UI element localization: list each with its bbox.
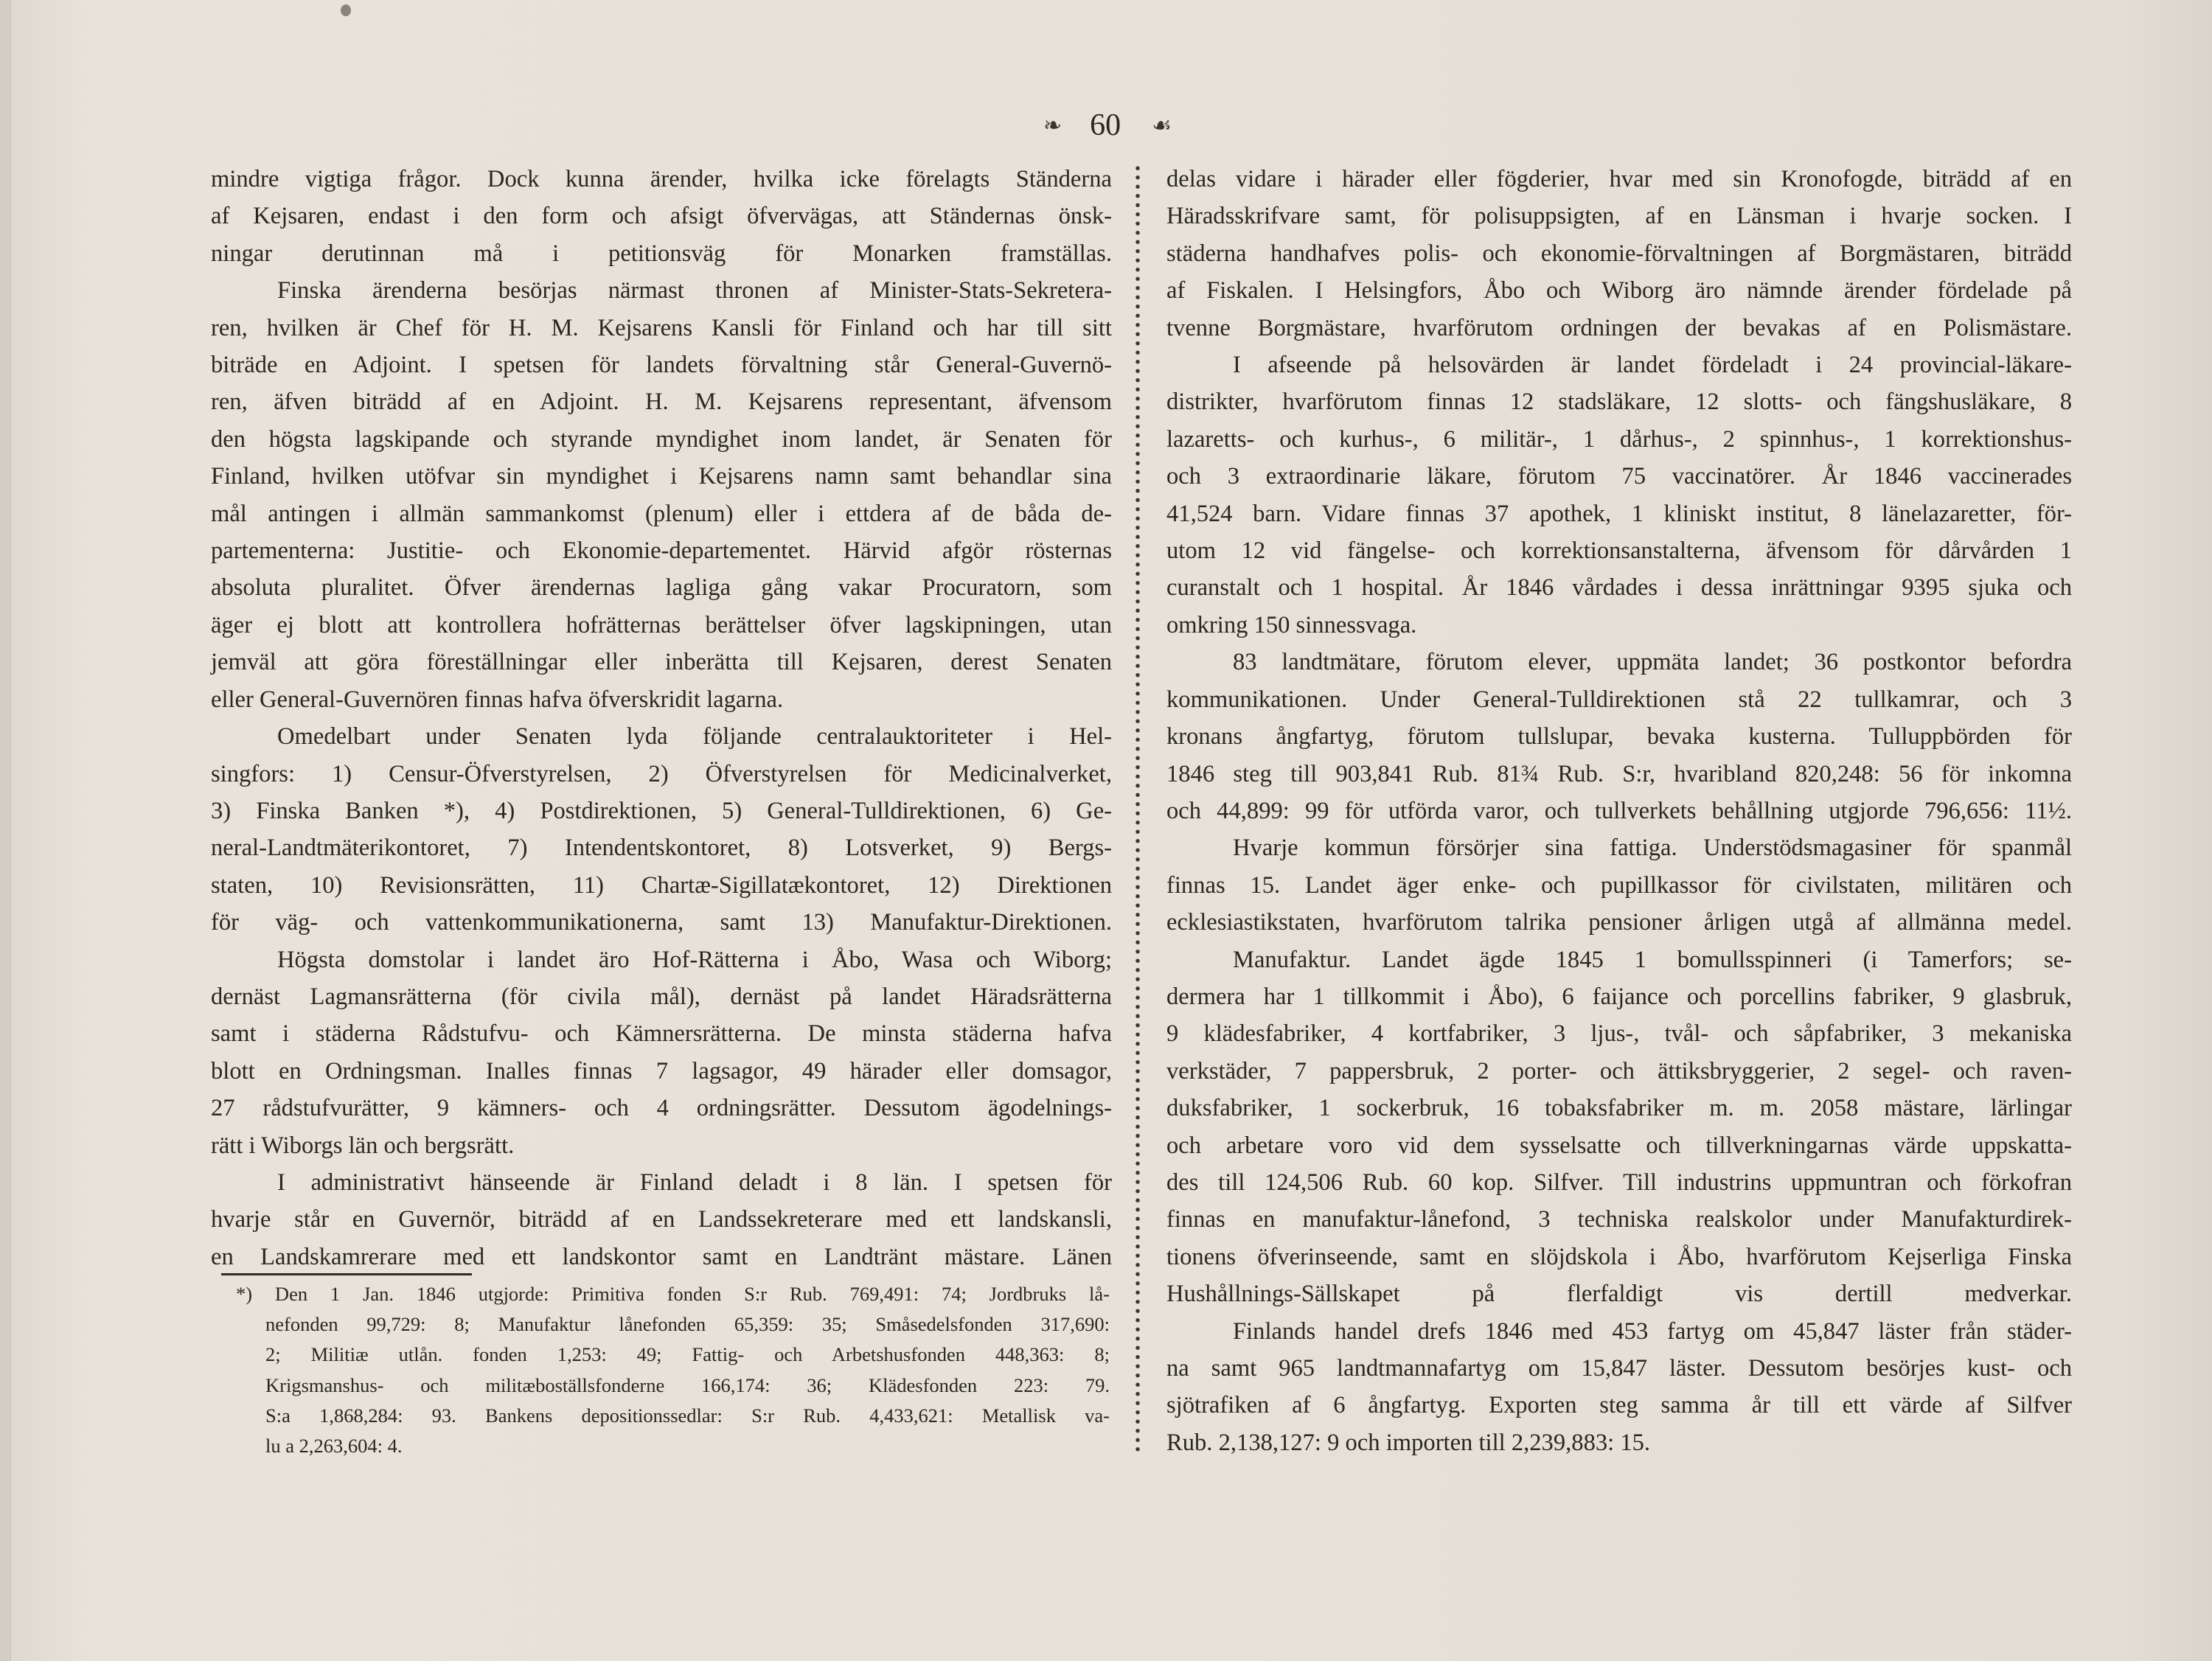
text-line: I administrativt hänseende är Finland deladt i 8 län. I spetsen för xyxy=(277,1169,1112,1196)
text-line: mål antingen i allmän sammankomst (plenum) eller i ettdera af de båda de- xyxy=(211,500,1112,527)
paragraph xyxy=(1166,161,2072,347)
footnotes xyxy=(236,1279,1110,1461)
text-line: finnas en manufaktur-lånefond, 3 techniska realskolor under Manufakturdirek- xyxy=(1166,1206,2072,1233)
text-line: tvenne Borgmästare, hvarförutom ordningen der bevakas af en Polismästare. xyxy=(1166,314,2072,341)
text-line: ren, hvilken är Chef för H. M. Kejsarens Kansli för Finland och har till sitt xyxy=(211,314,1112,341)
paragraph xyxy=(211,718,1112,941)
text-line: och arbetare voro vid dem sysselsatte och tillverkningarnas värde uppskatta- xyxy=(1166,1132,2072,1159)
paragraph xyxy=(1166,1313,2072,1462)
text-line: för väg- och vattenkommunikationerna, samt 13) Manufaktur-Direktionen. xyxy=(211,909,1112,936)
text-line: Omedelbart under Senaten lyda följande centralauktoriteter i Hel- xyxy=(277,723,1112,751)
text-line: omkring 150 sinnessvaga. xyxy=(1166,611,1417,638)
right-text-column xyxy=(1166,161,2072,1461)
paragraph xyxy=(1166,829,2072,941)
footnote-rule xyxy=(221,1273,472,1275)
text-line: och 44,899: 99 för utförda varor, och tullverkets behållning utgjorde 796,656: 11½. xyxy=(1166,797,2072,824)
paragraph xyxy=(1166,941,2072,1313)
text-line: dernäst Lagmansrätterna (för civila mål), dernäst på landet Häradsrätterna xyxy=(211,983,1112,1010)
text-line: Högsta domstolar i landet äro Hof-Rätterna i Åbo, Wasa och Wiborg; xyxy=(277,946,1112,973)
text-line: rätt i Wiborgs län och bergsrätt. xyxy=(211,1132,515,1159)
text-line: singfors: 1) Censur-Öfverstyrelsen, 2) Öfverstyrelsen för Medicinalverket, xyxy=(211,760,1112,787)
text-line: 9 klädesfabriker, 4 kortfabriker, 3 ljus-, tvål- och såpfabriker, 3 mekaniska xyxy=(1166,1020,2072,1048)
text-line: 83 landtmätare, förutom elever, uppmäta landet; 36 postkontor befordra xyxy=(1233,649,2072,676)
footnote xyxy=(236,1279,1110,1461)
ornament-left-icon: ❧ xyxy=(1043,113,1060,138)
text-line: curanstalt och 1 hospital. År 1846 vårdades i dessa inrättningar 9395 sjuka och xyxy=(1166,574,2072,602)
text-line: en Landskamrerare med ett landskontor samt en Landtränt mästare. Länen xyxy=(211,1243,1112,1270)
footnote-line: 2; Militiæ utlån. fonden 1,253: 49; Fattig- och Arbetshusfonden 448,363: 8; xyxy=(265,1343,1110,1366)
text-line: Finska ärenderna besörjas närmast thronen af Minister-Stats-Sekretera- xyxy=(277,277,1112,304)
text-line: städerna handhafves polis- och ekonomie-förvaltningen af Borgmästaren, biträdd xyxy=(1166,240,2072,267)
text-line: I afseende på helsovärden är landet fördeladt i 24 provincial-läkare- xyxy=(1233,352,2072,379)
text-line: partementerna: Justitie- och Ekonomie-departementet. Härvid afgör rösternas xyxy=(211,537,1112,565)
text-line: Manufaktur. Landet ägde 1845 1 bomullsspinneri (i Tamerfors; se- xyxy=(1233,946,2072,973)
text-line: jemväl att göra föreställningar eller inberätta till Kejsaren, derest Senaten xyxy=(211,649,1112,676)
paragraph xyxy=(211,161,1112,272)
column-divider xyxy=(1133,164,1143,1455)
text-line: Häradsskrifvare samt, för polisuppsigten, af en Länsman i hvarje socken. I xyxy=(1166,203,2072,230)
text-line: na samt 965 landtmannafartyg om 15,847 läster. Dessutom besörjes kust- och xyxy=(1166,1355,2072,1382)
text-line: Hushållnings-Sällskapet på flerfaldigt vis dertill medverkar. xyxy=(1166,1281,2072,1308)
text-line: eller General-Guvernören finnas hafva öfverskridit lagarna. xyxy=(211,686,784,713)
text-line: ecklesiastikstaten, hvarförutom talrika pensioner årligen utgå af allmänna medel. xyxy=(1166,909,2072,936)
text-line: mindre vigtiga frågor. Dock kunna ärender, hvilka icke förelagts Ständerna xyxy=(211,166,1112,192)
text-line: blott en Ordningsman. Inalles finnas 7 lagsagor, 49 härader eller domsagor, xyxy=(211,1057,1112,1084)
page-edge xyxy=(0,0,11,1661)
text-line: Finland, hvilken utöfvar sin myndighet i Kejsarens namn samt behandlar sina xyxy=(211,463,1112,490)
paragraph xyxy=(211,272,1112,718)
text-line: samt i städerna Rådstufvu- och Kämnersrätterna. De minsta städerna hafva xyxy=(211,1020,1112,1048)
text-line: absoluta pluralitet. Öfver ärendernas lagliga gång vakar Procuratorn, som xyxy=(211,574,1112,602)
text-line: des till 124,506 Rub. 60 kop. Silfver. Till industrins uppmuntran och förkofran xyxy=(1166,1169,2072,1196)
page-number: 60 xyxy=(1090,108,1121,142)
footnote-line: S:a 1,868,284: 93. Bankens depositionssedlar: S:r Rub. 4,433,621: Metallisk va- xyxy=(265,1404,1110,1427)
text-line: kronans ångfartyg, förutom tullslupar, bevaka kusterna. Tulluppbörden för xyxy=(1166,723,2072,751)
ornament-right-icon: ☙ xyxy=(1152,113,1169,138)
text-line: biträde en Adjoint. I spetsen för landets förvaltning står General-Guvernö- xyxy=(211,352,1112,379)
text-line: sjötrafiken af 6 ångfartyg. Exporten steg samma år till ett värde af Silfver xyxy=(1166,1392,2072,1419)
text-line: utom 12 vid fängelse- och korrektionsanstalterna, äfvensom för dårvården 1 xyxy=(1166,537,2072,565)
paragraph xyxy=(1166,644,2072,829)
text-line: kommunikationen. Under General-Tulldirektionen stå 22 tullkamrar, och 3 xyxy=(1166,686,2072,713)
text-line: Hvarje kommun försörjer sina fattiga. Understödsmagasiner för spanmål xyxy=(1233,835,2072,862)
text-line: 3) Finska Banken *), 4) Postdirektionen, 5) General-Tulldirektionen, 6) Ge- xyxy=(211,797,1112,824)
paper-speck xyxy=(341,4,351,16)
footnote-line: *) Den 1 Jan. 1846 utgjorde: Primitiva fonden S:r Rub. 769,491: 74; Jordbruks lå- xyxy=(236,1283,1110,1305)
text-line: den högsta lagskipande och styrande myndighet inom landet, är Senaten för xyxy=(211,425,1112,453)
footnote-line: nefonden 99,729: 8; Manufaktur lånefonden 65,359: 35; Småsedelsfonden 317,690: xyxy=(265,1313,1110,1336)
text-line: ningar derutinnan må i petitionsväg för Monarken framställas. xyxy=(211,240,1112,267)
text-line: neral-Landtmäterikontoret, 7) Intendentskontoret, 8) Lotsverket, 9) Bergs- xyxy=(211,835,1112,862)
left-text-column xyxy=(211,161,1112,1275)
text-line: af Kejsaren, endast i den form och afsigt öfvervägas, att Ständernas önsk- xyxy=(211,203,1112,230)
text-line: verkstäder, 7 pappersbruk, 2 porter- och ättiksbryggerier, 2 segel- och raven- xyxy=(1166,1057,2072,1084)
text-line: 41,524 barn. Vidare finnas 37 apothek, 1 kliniskt institut, 8 länelazaretter, för- xyxy=(1166,500,2072,527)
text-line: finnas 15. Landet äger enke- och pupillkassor för civilstaten, militären och xyxy=(1166,871,2072,899)
footnote-line: lu a 2,263,604: 4. xyxy=(265,1435,403,1458)
text-line: hvarje står en Guvernör, biträdd af en Landssekreterare med ett landskansli, xyxy=(211,1206,1112,1233)
text-line: dermera har 1 tillkommit i Åbo), 6 faijance och porcellins fabriker, 9 glasbruk, xyxy=(1166,983,2072,1010)
paragraph xyxy=(211,1164,1112,1275)
text-line: Rub. 2,138,127: 9 och importen till 2,239,883: 15. xyxy=(1166,1429,1651,1456)
text-line: Finlands handel drefs 1846 med 453 fartyg om 45,847 läster från städer- xyxy=(1233,1317,2072,1345)
text-line: och 3 extraordinarie läkare, förutom 75 vaccinatörer. År 1846 vaccinerades xyxy=(1166,463,2072,490)
text-line: duksfabriker, 1 sockerbruk, 16 tobaksfabriker m. m. 2058 mästare, lärlingar xyxy=(1166,1095,2072,1122)
text-line: äger ej blott att kontrollera hofrätternas berättelser öfver lagskipningen, utan xyxy=(211,611,1112,638)
footnote-line: Krigsmanshus- och militæboställsfonderne 166,174: 36; Klädesfonden 223: 79. xyxy=(265,1373,1110,1396)
text-line: af Fiskalen. I Helsingfors, Åbo och Wiborg äro nämnde ärender fördelade på xyxy=(1166,277,2072,304)
paragraph xyxy=(1166,347,2072,644)
text-line: ren, äfven biträdd af en Adjoint. H. M. Kejsarens representant, äfvensom xyxy=(211,389,1112,416)
text-line: tionens öfverinseende, samt en slöjdskola i Åbo, hvarförutom Kejserliga Finska xyxy=(1166,1243,2072,1270)
text-line: 1846 steg till 903,841 Rub. 81¾ Rub. S:r, hvaribland 820,248: 56 för inkomna xyxy=(1166,760,2072,787)
page-header xyxy=(959,103,1253,147)
text-line: distrikter, hvarförutom finnas 12 stadsläkare, 12 slotts- och fängshusläkare, 8 xyxy=(1166,389,2072,416)
text-line: lazaretts- och kurhus-, 6 militär-, 1 dårhus-, 2 spinnhus-, 1 korrektionshus- xyxy=(1166,425,2072,453)
text-line: staten, 10) Revisionsrätten, 11) Chartæ-Sigillatækontoret, 12) Direktionen xyxy=(211,871,1112,899)
paragraph xyxy=(211,941,1112,1164)
text-line: delas vidare i härader eller fögderier, hvar med sin Kronofogde, biträdd af en xyxy=(1166,166,2072,192)
text-line: 27 rådstufvurätter, 9 kämners- och 4 ordningsrätter. Dessutom ägodelnings- xyxy=(211,1095,1112,1122)
